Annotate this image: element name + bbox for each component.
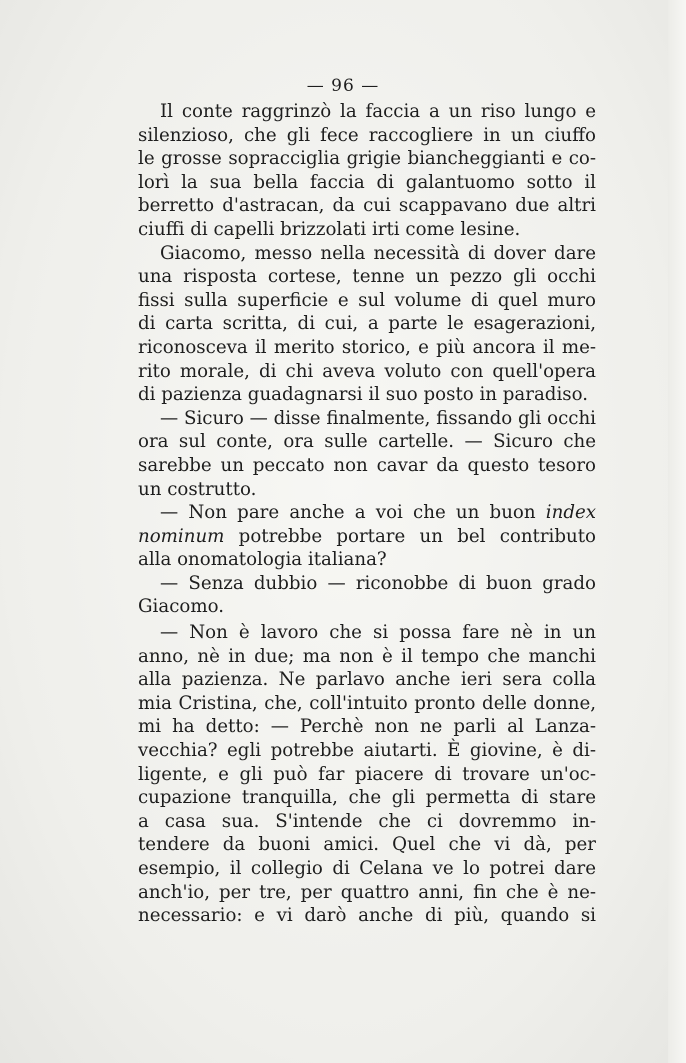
- text-line: anno, nè in due; ma non è il tempo che manchi: [138, 645, 596, 667]
- text-line: ligente, e gli può far piacere di trovare un'oc-: [138, 763, 596, 785]
- text-line: berretto d'astracan, da cui scappavano due altri: [138, 195, 596, 217]
- text-line: nominum potrebbe portare un bel contributo: [138, 525, 596, 547]
- text-line: — Senza dubbio — riconobbe di buon grado: [160, 572, 596, 594]
- text-line: vecchia? egli potrebbe aiutarti. È giovine, è di-: [138, 740, 596, 762]
- text-line: lorì la sua bella faccia di galantuomo sotto il: [138, 171, 596, 193]
- text-line: Il conte raggrinzò la faccia a un riso lungo e: [160, 101, 596, 122]
- text-line: esempio, il collegio di Celana ve lo potrei dare: [138, 858, 596, 879]
- latin-term: index: [545, 502, 596, 524]
- text-line: a casa sua. S'intende che ci dovremmo in-: [138, 810, 596, 832]
- text-line: di pazienza guadagnarsi il suo posto in paradiso.: [138, 384, 589, 406]
- text-line: le grosse sopracciglia grigie biancheggianti e co-: [138, 148, 596, 170]
- text-line: fissi sulla superficie e sul volume di quel muro: [138, 289, 596, 311]
- paragraph: [138, 100, 596, 242]
- text-line: ora sul conte, ora sulle cartelle. — Sicuro che: [138, 431, 596, 453]
- text-line: di carta scritta, di cui, a parte le esagerazioni,: [138, 313, 596, 335]
- text-line: anch'io, per tre, per quattro anni, fin che è ne-: [138, 881, 596, 903]
- paragraph: [138, 407, 596, 501]
- paragraph: [138, 621, 596, 928]
- paragraph: [138, 572, 596, 619]
- text-line: mi ha detto: — Perchè non ne parli al Lanza-: [138, 716, 596, 738]
- page-number: — 96 —: [306, 76, 380, 96]
- text-line: mia Cristina, che, coll'intuito pronto delle donne,: [138, 692, 596, 714]
- text-line: silenzioso, che gli fece raccogliere in un ciuffo: [138, 124, 596, 146]
- body-text: [138, 100, 596, 928]
- text-line: cupazione tranquilla, che gli permetta di stare: [138, 787, 596, 809]
- paragraph: [138, 242, 596, 407]
- text-line: Giacomo, messo nella necessità di dover dare: [160, 242, 596, 264]
- text-line: ciuffi di capelli brizzolati irti come lesine.: [138, 218, 521, 240]
- text-line: alla pazienza. Ne parlavo anche ieri sera colla: [138, 669, 596, 691]
- page-edge: [668, 0, 686, 1063]
- text-line: — Non è lavoro che si possa fare nè in un: [160, 622, 596, 644]
- text-line: rito morale, di chi aveva voluto con quell'opera: [138, 360, 596, 382]
- text-line: riconosceva il merito storico, e più ancora il me-: [138, 336, 596, 358]
- text-line: sarebbe un peccato non cavar da questo tesoro: [138, 454, 596, 476]
- text-line: tendere da buoni amici. Quel che vi dà, per: [138, 834, 596, 856]
- paragraph: [138, 501, 596, 572]
- text-line: Giacomo.: [138, 596, 224, 618]
- text-line: — Non pare anche a voi che un buon index: [160, 502, 596, 524]
- text-line: una risposta cortese, tenne un pezzo gli occhi: [138, 266, 596, 288]
- text-line: un costrutto.: [138, 478, 257, 500]
- text-line: necessario: e vi darò anche di più, quando si: [138, 905, 596, 927]
- text-line: alla onomatologia italiana?: [138, 549, 387, 571]
- latin-term: nominum: [138, 525, 225, 547]
- text-line: — Sicuro — disse finalmente, fissando gli occhi: [160, 407, 596, 429]
